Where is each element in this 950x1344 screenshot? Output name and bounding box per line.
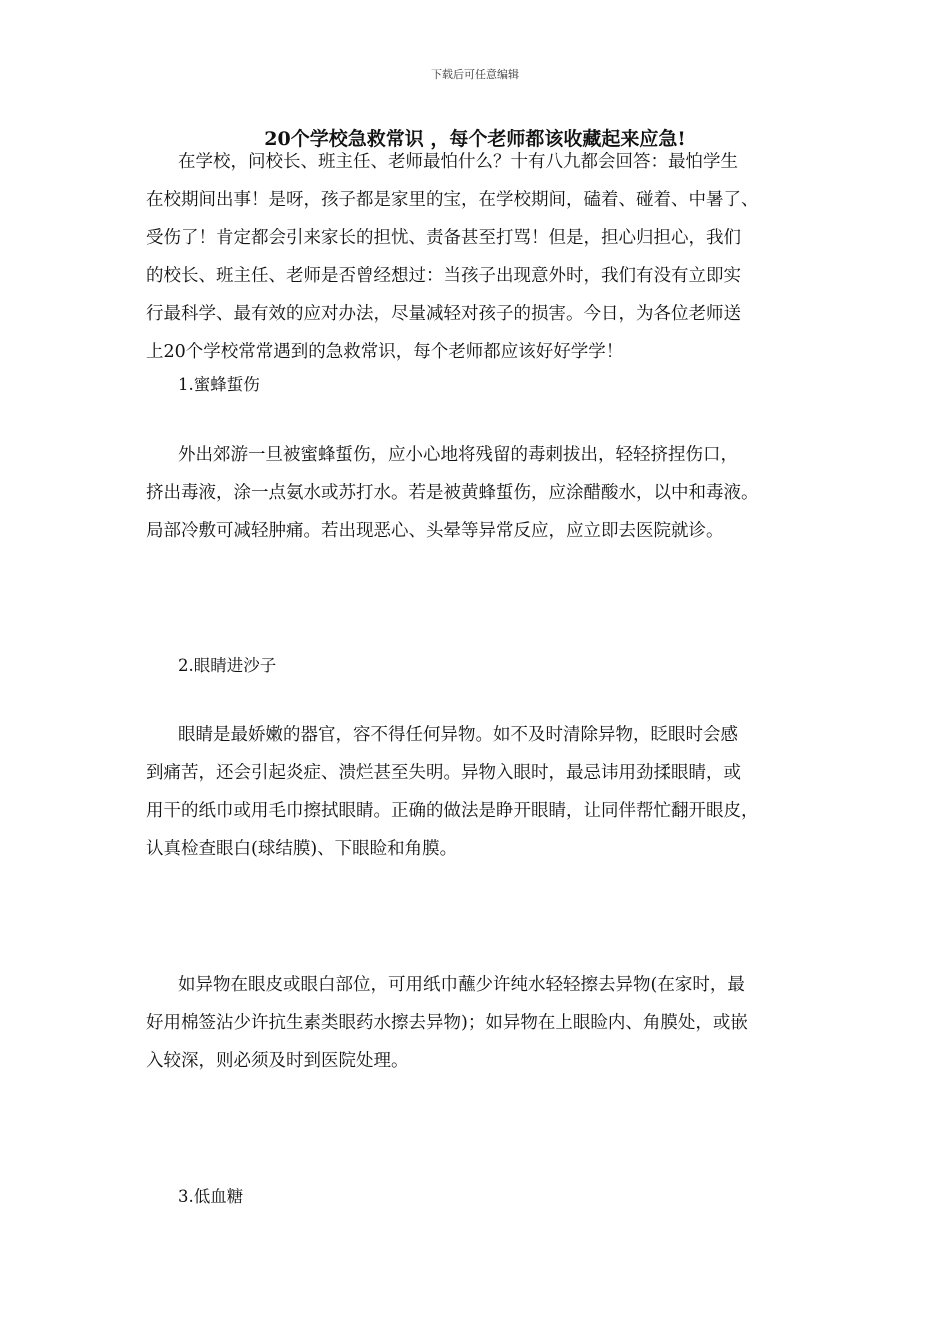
section-text-line: 用干的纸巾或用毛巾擦拭眼睛。正确的做法是睁开眼睛，让同伴帮忙翻开眼皮， (146, 801, 759, 821)
document-title: 20个学校急救常识 ，每个老师都该收藏起来应急! (264, 128, 686, 150)
section-text-line: 到痛苦，还会引起炎症、溃烂甚至失明。异物入眼时，最忌讳用劲揉眼睛，或 (146, 763, 741, 783)
section-text-line: 入较深，则必须及时到医院处理。 (146, 1051, 409, 1071)
section-heading: 2.眼睛进沙子 (178, 656, 277, 675)
page-header-note: 下载后可任意编辑 (431, 68, 519, 81)
intro-line: 的校长、班主任、老师是否曾经想过：当孩子出现意外时，我们有没有立即实 (146, 266, 741, 286)
intro-line: 在学校，问校长、班主任、老师最怕什么？十有八九都会回答：最怕学生 (178, 152, 738, 172)
intro-line: 受伤了！肯定都会引来家长的担忧、责备甚至打骂！但是，担心归担心，我们 (146, 228, 741, 248)
section-text-line: 眼睛是最娇嫩的器官，容不得任何异物。如不及时清除异物，眨眼时会感 (178, 725, 738, 745)
intro-line: 在校期间出事！是呀，孩子都是家里的宝，在学校期间，磕着、碰着、中暑了、 (146, 190, 759, 210)
section-text-line: 好用棉签沾少许抗生素类眼药水擦去异物)；如异物在上眼睑内、角膜处，或嵌 (146, 1013, 748, 1033)
section-text-line: 认真检查眼白(球结膜)、下眼睑和角膜。 (146, 839, 458, 859)
section-text-line: 挤出毒液，涂一点氨水或苏打水。若是被黄蜂蜇伤，应涂醋酸水，以中和毒液。 (146, 483, 759, 503)
section-text-line: 局部冷敷可减轻肿痛。若出现恶心、头晕等异常反应，应立即去医院就诊。 (146, 521, 724, 541)
section-heading: 3.低血糖 (178, 1187, 244, 1206)
section-text-line: 外出郊游一旦被蜜蜂蜇伤，应小心地将残留的毒刺拔出，轻轻挤捏伤口， (178, 445, 738, 465)
section-text-line: 如异物在眼皮或眼白部位，可用纸巾蘸少许纯水轻轻擦去异物(在家时，最 (178, 975, 745, 995)
section-heading: 1.蜜蜂蜇伤 (178, 375, 260, 394)
intro-line: 行最科学、最有效的应对办法，尽量减轻对孩子的损害。今日，为各位老师送 (146, 304, 741, 324)
intro-line: 上20个学校常常遇到的急救常识，每个老师都应该好好学学！ (146, 342, 624, 362)
